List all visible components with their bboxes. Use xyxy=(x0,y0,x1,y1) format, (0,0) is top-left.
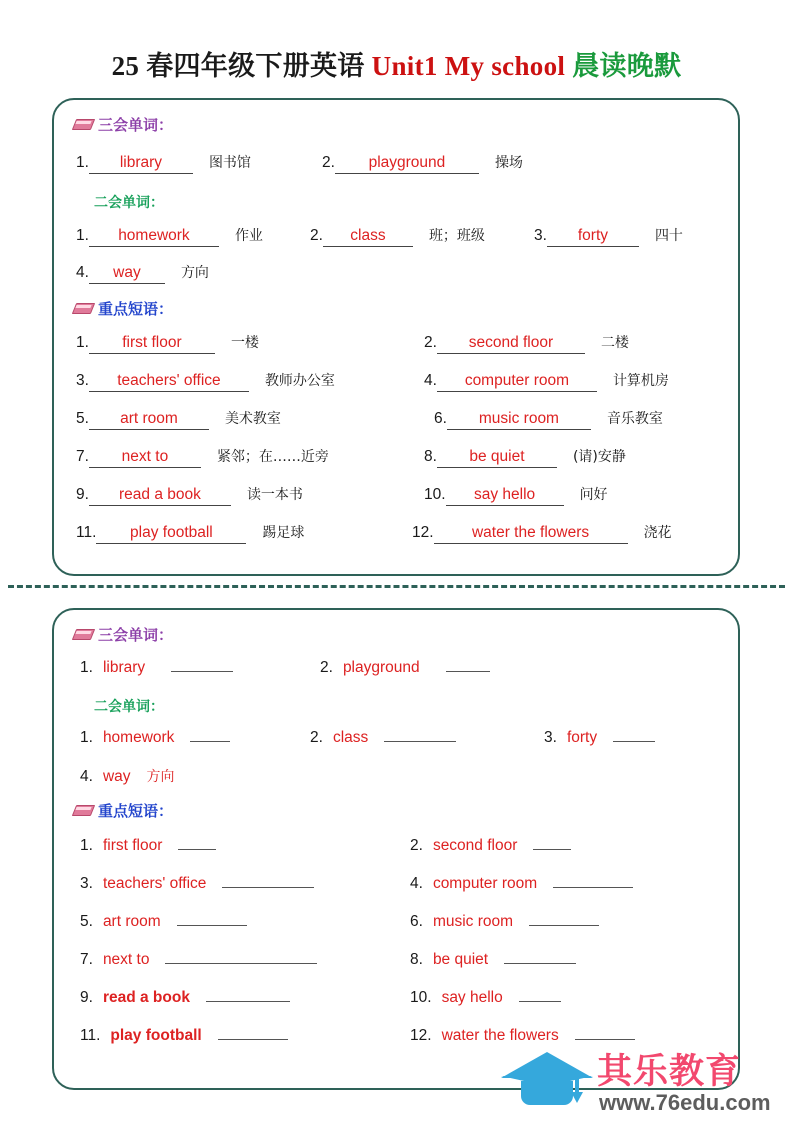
prompt-word-class: class xyxy=(332,729,369,746)
translation: 踢足球 xyxy=(262,525,305,541)
translation: 问好 xyxy=(579,487,608,503)
heading-three-skill-words-answers xyxy=(74,114,173,135)
heading-three-skill-words-practice xyxy=(74,624,173,645)
prompt-phrase-be-quiet: be quiet xyxy=(432,951,489,968)
answer-row-phrase-9 xyxy=(76,484,303,506)
answer-row-phrase-10 xyxy=(424,484,608,506)
book-icon xyxy=(74,302,94,315)
write-blank-computer-room[interactable] xyxy=(553,874,633,888)
section-divider xyxy=(8,585,785,588)
write-blank-play-football[interactable] xyxy=(218,1026,288,1040)
item-number: 5. xyxy=(80,913,93,930)
practice-row-phrase-7 xyxy=(80,950,317,969)
answer-row-phrase-7 xyxy=(76,446,329,468)
item-number: 2. xyxy=(424,334,437,351)
answer-blank-music-room[interactable]: music room xyxy=(447,410,591,430)
item-number: 1. xyxy=(76,227,89,244)
item-number: 7. xyxy=(76,448,89,465)
heading-two-skill-words-answers xyxy=(94,192,164,212)
answer-blank-forty[interactable]: forty xyxy=(547,227,639,247)
practice-card xyxy=(52,608,740,1090)
prompt-word-forty: forty xyxy=(566,729,598,746)
item-number: 1. xyxy=(76,334,89,351)
answer-row-phrase-6 xyxy=(434,408,663,430)
book-icon xyxy=(74,118,94,131)
answer-row-phrase-1 xyxy=(76,332,259,354)
practice-row-phrase-3 xyxy=(80,874,314,893)
heading-label: 重点短语： xyxy=(98,802,174,820)
book-icon xyxy=(74,804,94,817)
practice-row-two-4 xyxy=(80,766,175,786)
prompt-phrase-say-hello: say hello xyxy=(441,989,503,1006)
item-number: 2. xyxy=(310,729,323,746)
site-logo xyxy=(497,1044,787,1118)
title-prefix: 25 春四年级下册英语 xyxy=(111,51,372,81)
practice-row-phrase-11 xyxy=(80,1026,288,1045)
translation: 班；班级 xyxy=(428,228,485,244)
item-number: 10. xyxy=(424,486,446,503)
heading-label: 三会单词： xyxy=(98,116,174,134)
practice-row-phrase-9 xyxy=(80,988,290,1007)
item-number: 4. xyxy=(424,372,437,389)
translation: 计算机房 xyxy=(612,373,669,389)
prompt-phrase-computer-room: computer room xyxy=(432,875,538,892)
answer-row-two-4 xyxy=(76,262,209,284)
answer-row-phrase-2 xyxy=(424,332,629,354)
translation: 图书馆 xyxy=(208,155,251,171)
write-blank-homework[interactable] xyxy=(190,728,230,742)
item-number: 2. xyxy=(322,154,335,171)
answer-blank-art-room[interactable]: art room xyxy=(89,410,209,430)
item-number: 2. xyxy=(320,659,333,676)
translation: 作业 xyxy=(234,228,263,244)
practice-row-phrase-5 xyxy=(80,912,247,931)
write-blank-water-the-flowers[interactable] xyxy=(575,1026,635,1040)
item-number: 4. xyxy=(76,264,89,281)
logo-website-url: www.76edu.com xyxy=(599,1090,771,1115)
title-unit: Unit1 My school xyxy=(371,51,566,81)
translation: 二楼 xyxy=(600,335,629,351)
answer-blank-way[interactable]: way xyxy=(89,264,165,284)
item-number: 8. xyxy=(410,951,423,968)
prompt-phrase-play-football: play football xyxy=(110,1027,202,1044)
item-number: 6. xyxy=(434,410,447,427)
item-number: 5. xyxy=(76,410,89,427)
item-number: 9. xyxy=(76,486,89,503)
translation: 操场 xyxy=(494,155,523,171)
heading-two-skill-words-practice xyxy=(94,696,164,716)
title-suffix: 晨读晚默 xyxy=(565,51,682,81)
graduation-cap-icon xyxy=(501,1050,593,1110)
write-blank-be-quiet[interactable] xyxy=(504,950,576,964)
prompt-phrase-second-floor: second floor xyxy=(432,837,518,854)
answer-blank-read-a-book[interactable]: read a book xyxy=(89,486,231,506)
translation: 读一本书 xyxy=(246,487,303,503)
practice-row-phrase-12 xyxy=(410,1026,635,1045)
write-blank-say-hello[interactable] xyxy=(519,988,561,1002)
prompt-word-homework: homework xyxy=(102,729,175,746)
practice-row-two-1 xyxy=(80,728,230,747)
answer-row-three-2 xyxy=(322,152,523,174)
write-blank-playground[interactable] xyxy=(446,658,490,672)
answer-row-three-1 xyxy=(76,152,251,174)
item-number: 1. xyxy=(76,154,89,171)
answer-blank-say-hello[interactable]: say hello xyxy=(446,486,564,506)
answer-blank-homework[interactable]: homework xyxy=(89,227,219,247)
item-number: 12. xyxy=(412,524,434,541)
answer-row-phrase-4 xyxy=(424,370,669,392)
prompt-phrase-first-floor: first floor xyxy=(102,837,163,854)
write-blank-class[interactable] xyxy=(384,728,456,742)
answer-row-phrase-11 xyxy=(76,522,304,544)
logo-brand-name: 其乐教育 xyxy=(597,1052,742,1092)
write-blank-music-room[interactable] xyxy=(529,912,599,926)
translation: 紧邻；在……近旁 xyxy=(216,449,329,465)
item-number: 1. xyxy=(80,837,93,854)
translation: 方向 xyxy=(180,265,209,281)
write-blank-art-room[interactable] xyxy=(177,912,247,926)
item-number: 4. xyxy=(80,768,93,785)
answer-blank-library[interactable]: library xyxy=(89,154,193,174)
heading-key-phrases-practice xyxy=(74,800,173,821)
prompt-word-library: library xyxy=(102,659,146,676)
item-number: 3. xyxy=(80,875,93,892)
item-number: 8. xyxy=(424,448,437,465)
item-number: 1. xyxy=(80,659,93,676)
answer-blank-first-floor[interactable]: first floor xyxy=(89,334,215,354)
item-number: 6. xyxy=(410,913,423,930)
filled-answer-way[interactable]: 方向 xyxy=(146,769,175,785)
answers-card xyxy=(52,98,740,576)
item-number: 3. xyxy=(544,729,557,746)
translation: 一楼 xyxy=(230,335,259,351)
answer-row-two-3 xyxy=(534,225,683,247)
write-blank-read-a-book[interactable] xyxy=(206,988,290,1002)
prompt-phrase-music-room: music room xyxy=(432,913,514,930)
translation: (请)安静 xyxy=(572,449,626,465)
answer-blank-water-the-flowers[interactable]: water the flowers xyxy=(434,524,628,544)
heading-key-phrases-answers xyxy=(74,298,173,319)
translation: 四十 xyxy=(654,228,683,244)
translation: 浇花 xyxy=(643,525,672,541)
answer-blank-play-football[interactable]: play football xyxy=(96,524,246,544)
prompt-phrase-art-room: art room xyxy=(102,913,161,930)
item-number: 10. xyxy=(410,989,432,1006)
item-number: 3. xyxy=(534,227,547,244)
prompt-phrase-teachers-office: teachers' office xyxy=(102,875,207,892)
item-number: 4. xyxy=(410,875,423,892)
practice-row-two-3 xyxy=(544,728,655,747)
item-number: 7. xyxy=(80,951,93,968)
answer-blank-teachers-office[interactable]: teachers' office xyxy=(89,372,249,392)
write-blank-forty[interactable] xyxy=(613,728,655,742)
answer-row-two-1 xyxy=(76,225,263,247)
answer-blank-second-floor[interactable]: second floor xyxy=(437,334,585,354)
answer-blank-class[interactable]: class xyxy=(323,227,413,247)
write-blank-library[interactable] xyxy=(171,658,233,672)
practice-row-phrase-8 xyxy=(410,950,576,969)
item-number: 11. xyxy=(76,524,97,541)
translation: 教师办公室 xyxy=(264,373,335,389)
practice-row-phrase-1 xyxy=(80,836,216,855)
item-number: 9. xyxy=(80,989,93,1006)
item-number: 11. xyxy=(80,1027,101,1044)
item-number: 2. xyxy=(410,837,423,854)
item-number: 12. xyxy=(410,1027,432,1044)
practice-row-two-2 xyxy=(310,728,456,747)
write-blank-first-floor[interactable] xyxy=(178,836,216,850)
prompt-word-playground: playground xyxy=(342,659,420,676)
practice-row-phrase-6 xyxy=(410,912,599,931)
answer-row-phrase-12 xyxy=(412,522,672,544)
translation: 音乐教室 xyxy=(606,411,663,427)
practice-row-phrase-10 xyxy=(410,988,561,1007)
heading-label: 三会单词： xyxy=(98,626,174,644)
answer-row-two-2 xyxy=(310,225,485,247)
heading-label: 重点短语： xyxy=(98,300,174,318)
page-title xyxy=(0,44,793,83)
item-number: 1. xyxy=(80,729,93,746)
heading-label: 二会单词： xyxy=(94,195,164,211)
prompt-phrase-next-to: next to xyxy=(102,951,150,968)
prompt-phrase-water-the-flowers: water the flowers xyxy=(441,1027,559,1044)
answer-row-phrase-8 xyxy=(424,446,626,468)
write-blank-teachers-office[interactable] xyxy=(222,874,314,888)
answer-blank-next-to[interactable]: next to xyxy=(89,448,201,468)
practice-row-phrase-4 xyxy=(410,874,633,893)
translation: 美术教室 xyxy=(224,411,281,427)
practice-row-phrase-2 xyxy=(410,836,571,855)
item-number: 3. xyxy=(76,372,89,389)
practice-row-three-2 xyxy=(320,658,490,677)
answer-blank-computer-room[interactable]: computer room xyxy=(437,372,597,392)
item-number: 2. xyxy=(310,227,323,244)
answer-row-phrase-5 xyxy=(76,408,281,430)
practice-row-three-1 xyxy=(80,658,233,677)
answer-row-phrase-3 xyxy=(76,370,335,392)
write-blank-next-to[interactable] xyxy=(165,950,317,964)
write-blank-second-floor[interactable] xyxy=(533,836,571,850)
heading-label: 二会单词： xyxy=(94,699,164,715)
prompt-word-way: way xyxy=(102,768,131,785)
prompt-phrase-read-a-book: read a book xyxy=(102,989,190,1006)
answer-blank-be-quiet[interactable]: be quiet xyxy=(437,448,557,468)
book-icon xyxy=(74,628,94,641)
answer-blank-playground[interactable]: playground xyxy=(335,154,479,174)
